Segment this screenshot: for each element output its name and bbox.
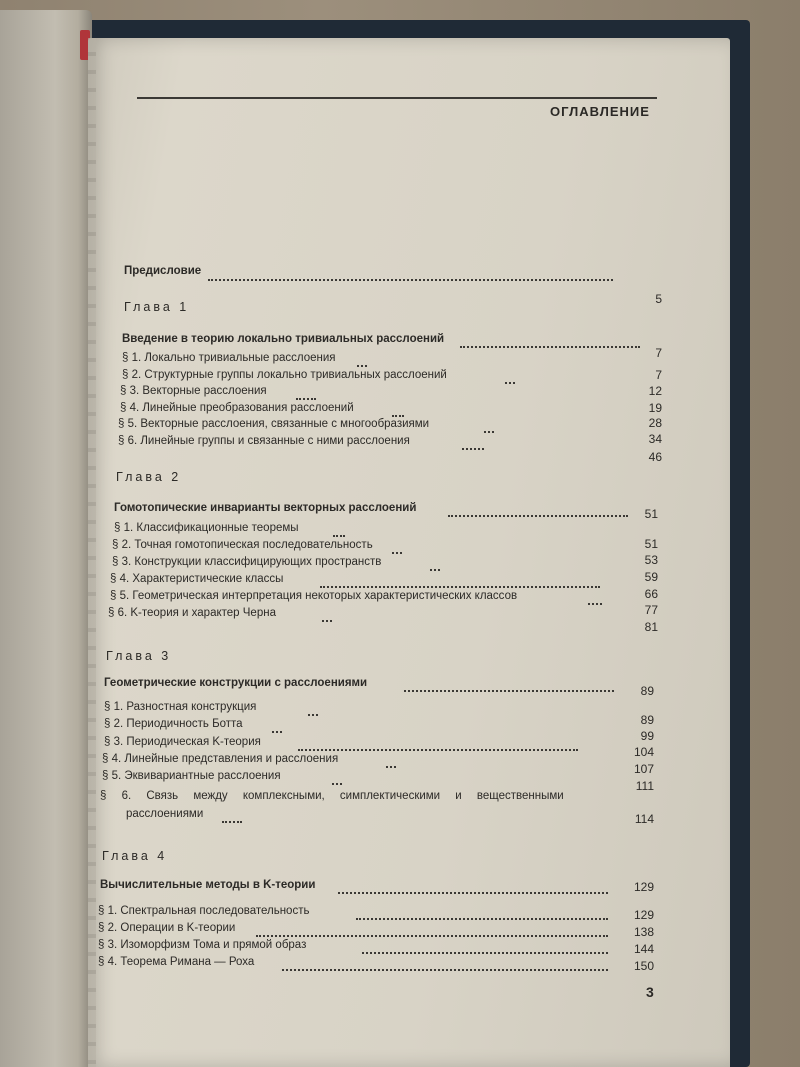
ch1-sec1: § 1. Локально тривиальные расслоения <box>122 352 336 364</box>
ch1-sec3: § 3. Векторные расслоения <box>120 385 267 397</box>
binding-stitch <box>88 38 96 1067</box>
ch2-sec2: § 2. Точная гомотопическая последовательность <box>112 539 373 551</box>
ch3-sec1: § 1. Разностная конструкция <box>104 701 257 713</box>
ch1-sec6-page: 46 <box>648 450 662 464</box>
ch3-sec2-leader <box>272 729 282 733</box>
ch2-sec3-page: 59 <box>644 570 658 584</box>
ch4-sec2-page: 138 <box>633 925 654 939</box>
ch3-sec5-page: 111 <box>635 779 654 793</box>
ch4-sec1-leader <box>356 916 608 920</box>
ch3-sec4: § 4. Линейные представления и расслоения <box>102 753 339 765</box>
ch1-sec2: § 2. Структурные группы локально тривиальных расслоений <box>122 369 447 381</box>
ch1-sec4-page: 28 <box>648 416 662 430</box>
ch4-sec3-page: 144 <box>633 942 654 956</box>
ch3-sec6-leader <box>222 819 242 823</box>
ch4-sec4: § 4. Теорема Римана — Роха <box>98 956 255 968</box>
ch3-sec2: § 2. Периодичность Ботта <box>104 718 243 730</box>
ch4-sec3: § 3. Изоморфизм Тома и прямой образ <box>98 939 307 951</box>
ch2-sec4: § 4. Характеристические классы <box>110 573 284 585</box>
ch2-sec1-leader <box>333 533 345 537</box>
ch3-sec3: § 3. Периодическая K-теория <box>104 736 261 748</box>
ch1-sec4-leader <box>392 413 404 417</box>
header-rule <box>137 97 657 99</box>
ch2-sec1: § 1. Классификационные теоремы <box>114 522 299 534</box>
ch2-sec2-page: 53 <box>644 553 658 567</box>
chapter-2-title: Гомотопические инварианты векторных расслоений <box>114 502 417 514</box>
chapter-2-leader <box>448 513 628 517</box>
ch4-sec2: § 2. Операции в K-теории <box>98 922 236 934</box>
chapter-3-title: Геометрические конструкции с расслоениями <box>104 677 368 689</box>
ch2-sec3-leader <box>430 567 440 571</box>
ch1-sec3-page: 19 <box>648 401 662 415</box>
ch1-sec5-page: 34 <box>648 432 662 446</box>
ch3-sec1-page: 89 <box>640 713 654 727</box>
ch2-sec1-page: 51 <box>644 537 658 551</box>
ch2-sec6-leader <box>322 618 332 622</box>
page-number: 3 <box>646 984 654 1000</box>
ch1-sec6-leader <box>462 446 484 450</box>
left-page-edge <box>0 10 92 1067</box>
ch2-sec6-page: 81 <box>644 620 658 634</box>
ch4-sec1-page: 129 <box>633 908 654 922</box>
chapter-1-title-page: 7 <box>655 346 662 360</box>
preface-leader <box>208 277 613 281</box>
ch2-sec5-page: 77 <box>644 603 658 617</box>
ch4-sec2-leader <box>256 933 608 937</box>
page-header: ОГЛАВЛЕНИЕ <box>550 104 650 119</box>
ch1-sec2-page: 12 <box>648 384 662 398</box>
chapter-2-label: Глава 2 <box>116 470 182 484</box>
ch1-sec1-leader <box>357 363 367 367</box>
ch1-sec4: § 4. Линейные преобразования расслоений <box>120 402 354 414</box>
ch3-sec6-page: 114 <box>634 812 654 826</box>
ch1-sec5: § 5. Векторные расслоения, связанные с многообразиями <box>118 418 430 430</box>
chapter-3-leader <box>404 688 614 692</box>
ch3-sec3-page: 104 <box>633 745 654 759</box>
ch4-sec1: § 1. Спектральная последовательность <box>98 905 310 917</box>
chapter-4-leader <box>338 890 608 894</box>
ch3-sec5: § 5. Эквивариантные расслоения <box>102 770 281 782</box>
ch1-sec3-leader <box>296 396 316 400</box>
ch4-sec4-page: 150 <box>633 959 654 973</box>
ch1-sec1-page: 7 <box>655 368 662 382</box>
ch1-sec5-leader <box>484 429 494 433</box>
ch3-sec3-leader <box>298 747 578 751</box>
chapter-1-title: Введение в теорию локально тривиальных расслоений <box>122 333 445 345</box>
chapter-4-title: Вычислительные методы в K-теории <box>100 879 316 891</box>
ch2-sec4-leader <box>320 584 600 588</box>
ch2-sec6: § 6. K-теория и характер Черна <box>108 607 276 619</box>
ch3-sec6: § 6. Связь между комплексными, симплектическими и вещественными <box>100 790 564 802</box>
chapter-3-label: Глава 3 <box>106 649 172 663</box>
chapter-1-label: Глава 1 <box>124 300 190 314</box>
ch3-sec1-leader <box>308 712 318 716</box>
ch3-sec2-page: 99 <box>640 729 654 743</box>
chapter-4-title-page: 129 <box>633 880 654 894</box>
ch3-sec6-cont: расслоениями <box>126 808 204 820</box>
ch3-sec4-leader <box>386 764 396 768</box>
ch3-sec5-leader <box>332 781 342 785</box>
ch1-sec6: § 6. Линейные группы и связанные с ними расслоения <box>118 435 410 447</box>
preface-label: Предисловие <box>124 265 202 277</box>
ch1-sec2-leader <box>505 380 515 384</box>
ch2-sec3: § 3. Конструкции классифицирующих пространств <box>112 556 382 568</box>
ch3-sec4-page: 107 <box>633 762 654 776</box>
ch2-sec2-leader <box>392 550 402 554</box>
chapter-1-leader <box>460 344 640 348</box>
ch2-sec5: § 5. Геометрическая интерпретация некоторых характеристических классов <box>110 590 518 602</box>
ch2-sec4-page: 66 <box>644 587 658 601</box>
chapter-3-title-page: 89 <box>640 684 654 698</box>
preface-page: 5 <box>655 292 662 306</box>
chapter-4-label: Глава 4 <box>102 849 168 863</box>
ch2-sec5-leader <box>588 601 602 605</box>
chapter-2-title-page: 51 <box>644 507 658 521</box>
ch4-sec3-leader <box>362 950 608 954</box>
ch4-sec4-leader <box>282 967 608 971</box>
